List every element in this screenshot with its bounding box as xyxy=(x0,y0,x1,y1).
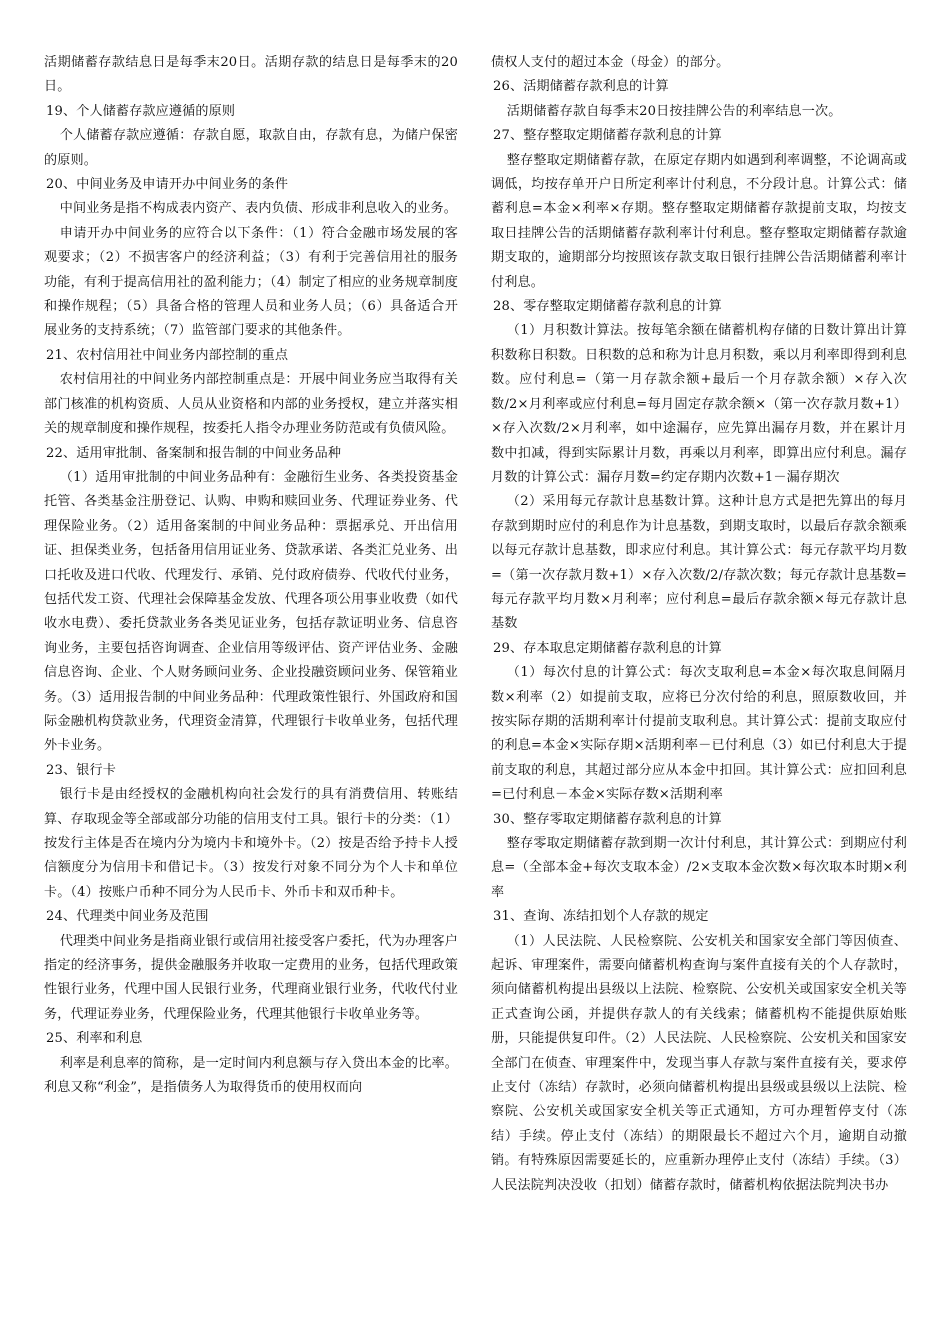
section-body-21: 农村信用社的中间业务内部控制重点是：开展中间业务应当取得有关部门核准的机构资质、人员从业资格和内部的业务授权，建立并落实相关的规章制度和操作规程，按委托人指令办理业务防范或有负债风险。 xyxy=(44,372,458,437)
section-body-24: 代理类中间业务是指商业银行或信用社接受客户委托，代为办理客户指定的经济事务，提供金融服务并收取一定费用的业务，包括代理政策性银行业务，代理中国人民银行业务，代理商业银行业务，代收代付业务，代理证券业务，代理保险业务，代理其他银行卡收单业务等。 xyxy=(44,933,458,1022)
section-body-31: （1）人民法院、人民检察院、公安机关和国家安全部门等因侦查、起诉、审理案件，需要向储蓄机构查询与案件直接有关的个人存款时，须向储蓄机构提出县级以上法院、检察院、公安机关或国家安全机关等正式查询公函，并提供存款人的有关线索；储蓄机构不能提供原始账册，只能提供复印件。（2）人民法院、人民检察院、公安机关和国家安全部门在侦查、审理案件中，发现当事人存款与案件直接有关，要求停止支付（冻结）存款时，必须向储蓄机构提出县级或县级以上法院、检察院、公安机关或国家安全机关等正式通知，方可办理暂停支付（冻结）手续。停止支付（冻结）的期限最长不超过六个月，逾期自动撤销。有特殊原因需要延长的，应重新办理停止支付（冻结）手续。（3）人民法院判决没收（扣划）储蓄存款时，储蓄机构依据法院判决书办 xyxy=(491,933,907,1193)
section-body-26: 活期储蓄存款自每季末20日按挂牌公告的利率结息一次。 xyxy=(506,103,842,119)
section-heading-23: 23、银行卡 xyxy=(46,762,116,778)
section-heading-24: 24、代理类中间业务及范围 xyxy=(46,909,209,925)
section-heading-31: 31、查询、冻结扣划个人存款的规定 xyxy=(493,909,709,925)
section-body-20-definition: 中间业务是指不构成表内资产、表内负债、形成非利息收入的业务。 xyxy=(59,201,458,217)
section-body-30: 整存零取定期储蓄存款到期一次计付利息，其计算公式：到期应付利息=（全部本金+每次支取本金）/2×支取本金次数×每次取本时期×利率 xyxy=(491,836,907,900)
section-body-29: （1）每次付息的计算公式：每次支取利息=本金×每次取息间隔月数×利率（2）如提前支取，应将已分次付给的利息，照原数收回，并按实际存期的活期利率计付提前支取利息。其计算公式：提前支取应付的利息=本金×实际存期×活期利率－已付利息（3）如已付利息大于提前支取的利息，其超过部分应从本金中扣回。其计算公式：应扣回利息=已付利息－本金×实际存数×活期利率 xyxy=(491,665,907,803)
right-continuation-text: 债权人支付的超过本金（母金）的部分。 xyxy=(491,55,730,70)
section-heading-20: 20、中间业务及申请开办中间业务的条件 xyxy=(46,177,289,193)
section-body-27: 整存整取定期储蓄存款，在原定存期内如遇到利率调整，不论调高或调低，均按存单开户日所定利率计付利息，不分段计息。计算公式：储蓄利息=本金×利率×存期。整存整取定期储蓄存款提前支取，均按支取日挂牌公告的活期储蓄存款利率计付利息。整存整取定期储蓄存款逾期支取的，逾期部分均按照该存款支取日银行挂牌公告活期储蓄利率计付利息。 xyxy=(491,152,907,290)
section-body-19: 个人储蓄存款应遵循：存款自愿，取款自由，存款有息，为储户保密的原则。 xyxy=(44,128,458,168)
section-heading-26: 26、活期储蓄存款利息的计算 xyxy=(493,79,669,95)
section-body-20-conditions: 申请开办中间业务的应符合以下条件：（1）符合金融市场发展的客观要求；（2）不损害客户的经济利益；（3）有利于完善信用社的服务功能，有利于提高信用社的盈利能力；（4）制定了相应的业务规章制度和操作规程；（5）具备合格的管理人员和业务人员；（6）具备适合开展业务的支持系统；（7）监管部门要求的其他条件。 xyxy=(44,225,458,339)
section-heading-22: 22、适用审批制、备案制和报告制的中间业务品种 xyxy=(46,445,342,461)
section-heading-28: 28、零存整取定期储蓄存款利息的计算 xyxy=(493,299,722,315)
section-body-28-method-1: （1）月积数计算法。按每笔余额在储蓄机构存储的日数计算出计算积数称日积数。日积数的总和称为计息月积数，乘以月利率即得到利息数。应付利息=（第一月存款余额+最后一个月存款余额）×存入次数/2×月利率或应付利息=每月固定存款余额×（第一次存款月数+1）×存入次数/2×月利率，如中途漏存，应先算出漏存月数，并在累计月数中扣减，得到实际累计月数，再乘以月利率，即算出应付利息。漏存月数的计算公式：漏存月数=约定存期内次数+1－漏存期次 xyxy=(491,323,907,485)
section-heading-21: 21、农村信用社中间业务内部控制的重点 xyxy=(46,347,289,363)
section-heading-25: 25、利率和利息 xyxy=(46,1031,143,1047)
right-column xyxy=(491,51,907,1198)
left-continuation-text: 活期储蓄存款结息日是每季末20日。活期存款的结息日是每季末的20日。 xyxy=(44,55,458,95)
section-heading-27: 27、整存整取定期储蓄存款利息的计算 xyxy=(493,128,722,144)
section-body-28-method-2: （2）采用每元存款计息基数计算。这种计息方式是把先算出的每月存款到期时应付的利息作为计息基数，到期支取时，以最后存款余额乘以每元存款计息基数，即求应付利息。其计算公式：每元存款平均月数=（第一次存款月数+1）×存入次数/2/存款次数；每元存款计息基数=每元存款平均月数×月利率；应付利息=最后存款余额×每元存款计息基数 xyxy=(491,494,907,632)
section-heading-29: 29、存本取息定期储蓄存款利息的计算 xyxy=(493,640,722,656)
section-body-25: 利率是利息率的简称，是一定时间内利息额与存入贷出本金的比率。利息又称“利金”，是指债务人为取得货币的使用权而向 xyxy=(44,1055,458,1096)
section-heading-30: 30、整存零取定期储蓄存款利息的计算 xyxy=(493,811,722,827)
section-body-23: 银行卡是由经授权的金融机构向社会发行的具有消费信用、转账结算、存取现金等全部或部分功能的信用支付工具。银行卡的分类：（1）按发行主体是否在境内分为境内卡和境外卡。（2）按是否给予持卡人授信额度分为信用卡和借记卡。（3）按发行对象不同分为个人卡和单位卡。（4）按账户币种不同分为人民币卡、外币卡和双币种卡。 xyxy=(44,787,458,900)
left-column xyxy=(44,51,458,1100)
section-body-22: （1）适用审批制的中间业务品种有：金融衍生业务、各类投资基金托管、各类基金注册登记、认购、申购和赎回业务、代理证券业务、代理保险业务。（2）适用备案制的中间业务品种：票据承兑、开出信用证、担保类业务，包括备用信用证业务、贷款承诺、各类汇兑业务、出口托收及进口代收、代理发行、承销、兑付政府债券、代收代付业务，包括代发工资、代理社会保障基金发放、代理各项公用事业收费（如代收水电费）、委托贷款业务各类见证业务，包括存款证明业务、信息咨询业务，主要包括咨询调查、企业信用等级评估、资产评估业务、金融信息咨询、企业、个人财务顾问业务、企业投融资顾问业务、保管箱业务。（3）适用报告制的中间业务品种：代理政策性银行、外国政府和国际金融机构贷款业务，代理资金清算，代理银行卡收单业务，包括代理外卡业务。 xyxy=(44,469,458,754)
section-heading-19: 19、个人储蓄存款应遵循的原则 xyxy=(46,103,236,119)
